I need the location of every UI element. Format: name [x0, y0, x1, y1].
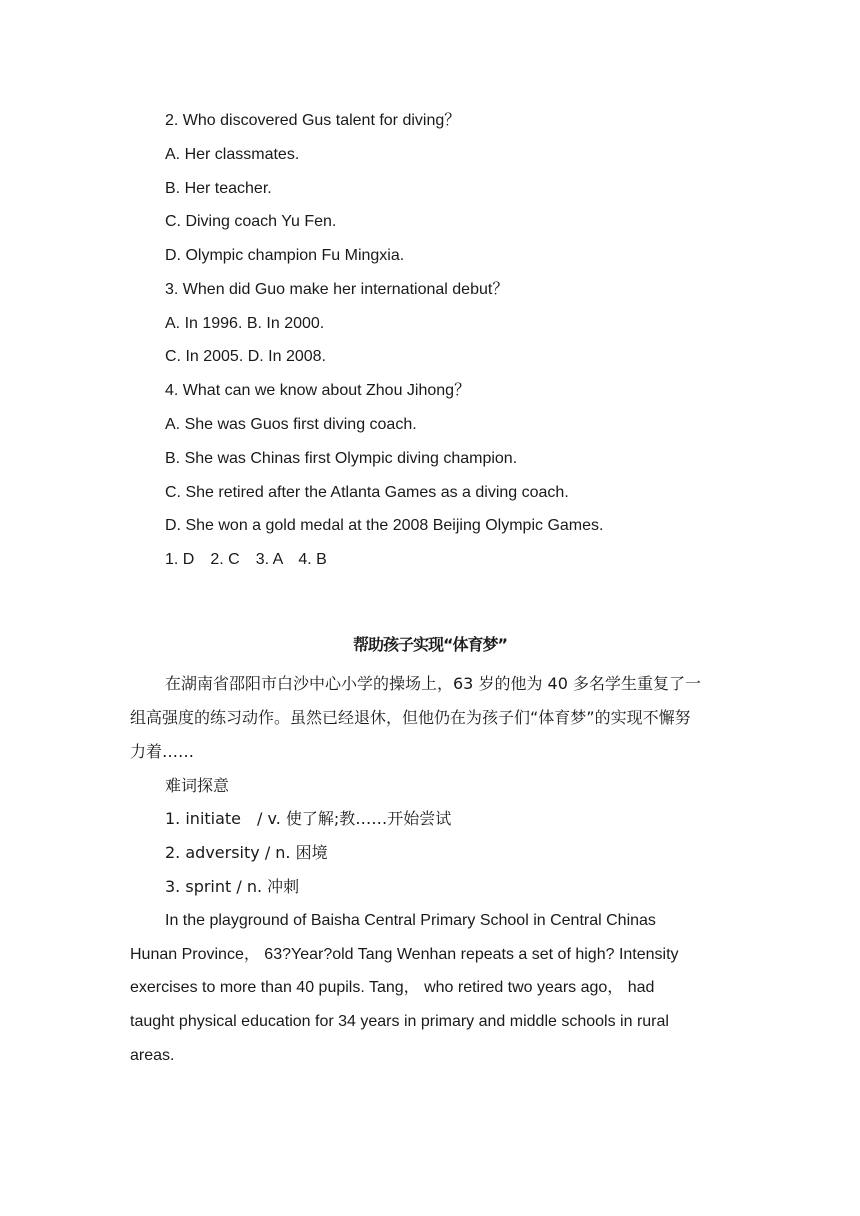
vocab-item-1: 1. initiate / v. 使了解;教……开始尝试	[165, 809, 452, 828]
intro-line-1: 在湖南省邵阳市白沙中心小学的操场上，63 岁的他为 40 多名学生重复了一	[165, 674, 701, 693]
vocab-heading: 难词探意	[165, 776, 230, 795]
intro-line-2: 组高强度的练习动作。虽然已经退休，但他仍在为孩子们“体育梦”的实现不懈努	[130, 708, 691, 727]
body-line-4: taught physical education for 34 years in primary and middle schools in rural	[130, 1013, 669, 1030]
q2-option-a: A. Her classmates.	[165, 146, 300, 163]
body-line-1: In the playground of Baisha Central Primary School in Central Chinas	[165, 912, 656, 929]
question-4: 4. What can we know about Zhou Jihong？	[165, 382, 471, 399]
q4-option-a: A. She was Guos first diving coach.	[165, 416, 417, 433]
q3-options-cd: C. In 2005. D. In 2008.	[165, 348, 326, 365]
q2-option-b: B. Her teacher.	[165, 180, 272, 197]
q4-option-d: D. She won a gold medal at the 2008 Beijing Olympic Games.	[165, 517, 604, 534]
q2-option-c: C. Diving coach Yu Fen.	[165, 213, 337, 230]
intro-line-3: 力着……	[130, 742, 195, 761]
body-line-3: exercises to more than 40 pupils. Tang， who retired two years ago， had	[130, 979, 655, 996]
q4-option-c: C. She retired after the Atlanta Games as a diving coach.	[165, 484, 569, 501]
body-line-5: areas.	[130, 1047, 175, 1064]
body-line-2: Hunan Province， 63?Year?old Tang Wenhan repeats a set of high? Intensity	[130, 946, 679, 963]
q2-option-d: D. Olympic champion Fu Mingxia.	[165, 247, 405, 264]
vocab-item-2: 2. adversity / n. 困境	[165, 843, 328, 862]
q3-options-ab: A. In 1996. B. In 2000.	[165, 315, 325, 332]
q4-option-b: B. She was Chinas first Olympic diving champion.	[165, 450, 518, 467]
question-2: 2. Who discovered Gus talent for diving？	[165, 112, 461, 129]
question-3: 3. When did Guo make her international debut？	[165, 281, 509, 298]
vocab-item-3: 3. sprint / n. 冲刺	[165, 877, 300, 896]
article-title: 帮助孩子实现“体育梦”	[352, 635, 508, 654]
answer-key: 1. D 2. C 3. A 4. B	[165, 551, 327, 568]
